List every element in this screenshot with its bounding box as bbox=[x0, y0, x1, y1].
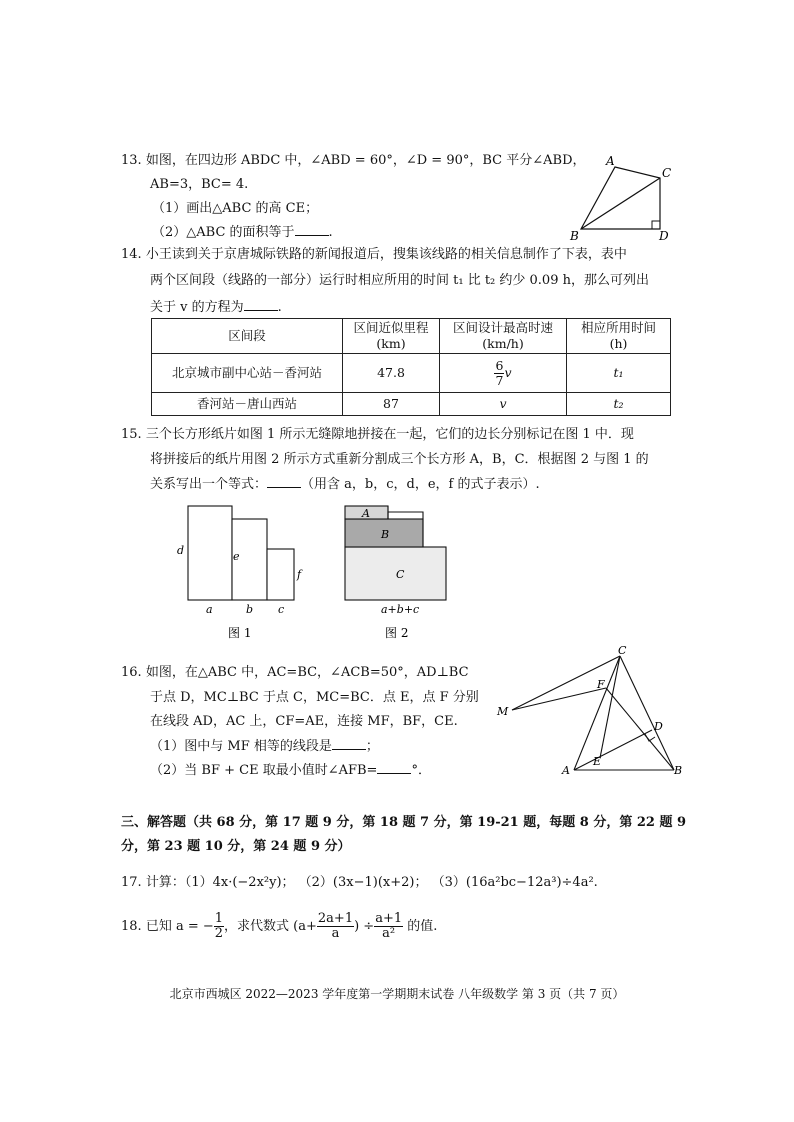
q16-text-1: 如图，在△ABC 中，AC=BC，∠ACB=50°，AD⊥BC bbox=[145, 665, 469, 680]
q18-number: 18. bbox=[121, 919, 142, 934]
label-f: F bbox=[597, 678, 605, 691]
label-d: D bbox=[659, 229, 669, 241]
segment-ce bbox=[600, 656, 620, 758]
rectangle-cf bbox=[267, 549, 294, 600]
q13-figure bbox=[568, 155, 678, 241]
label-c: C bbox=[618, 644, 627, 657]
q15-answer-blank[interactable] bbox=[267, 475, 301, 488]
right-angle-mark bbox=[652, 221, 660, 229]
q18-line bbox=[121, 912, 437, 941]
label-b: b bbox=[246, 603, 254, 616]
label-c: c bbox=[278, 603, 285, 616]
quadrilateral-abdc bbox=[581, 167, 660, 229]
right-angle-mark bbox=[645, 734, 655, 741]
q15-line2: 将拼接后的纸片用图 2 所示方式重新分割成三个长方形 A，B，C．根据图 2 与图 1 的 bbox=[150, 452, 649, 467]
q18-op: ) ÷ bbox=[354, 919, 375, 934]
header-segment: 区间段 bbox=[152, 319, 343, 354]
q13-text-1: 如图，在四边形 ABDC 中，∠ABD = 60°，∠D = 90°，BC 平分∠ABD， bbox=[145, 153, 586, 168]
q14-text-1: 小王读到关于京唐城际铁路的新闻报道后，搜集该线路的相关信息制作了下表，表中 bbox=[145, 247, 627, 262]
q13-part1: （1）画出△ABC 的高 CE； bbox=[152, 201, 319, 216]
label-d: D bbox=[654, 720, 663, 733]
label-A: A bbox=[362, 507, 370, 520]
q16-part1-text: （1）图中与 MF 相等的线段是 bbox=[150, 739, 332, 754]
segment-mf bbox=[512, 688, 606, 710]
cell-time: t₁ bbox=[567, 354, 671, 393]
q16-figure bbox=[494, 644, 684, 780]
q15-figure-1 bbox=[170, 500, 310, 650]
label-C: C bbox=[396, 568, 405, 581]
speed-fraction bbox=[494, 359, 504, 388]
label-B: B bbox=[381, 528, 390, 541]
q18-mid: ，求代数式 (a+ bbox=[224, 919, 317, 934]
q18-pre: 已知 a = − bbox=[145, 919, 214, 934]
label-b: B bbox=[570, 229, 579, 241]
fraction-denominator: a² bbox=[382, 926, 396, 941]
fraction-numerator: 2a+1 bbox=[317, 911, 354, 926]
q18-fraction-2 bbox=[374, 912, 403, 941]
q14-answer-blank[interactable] bbox=[244, 298, 278, 311]
q15-line3-text: 关系写出一个等式： bbox=[150, 477, 268, 492]
q15-figure-2 bbox=[338, 500, 468, 650]
cell-speed: v bbox=[440, 393, 567, 416]
q13-part2 bbox=[152, 223, 333, 242]
segment-cb bbox=[620, 656, 674, 770]
q13-line1 bbox=[121, 152, 586, 170]
cell-time: t₂ bbox=[567, 393, 671, 416]
page-footer: 北京市西城区 2022—2023 学年度第一学期期末试卷 八年级数学 第 3 页（共 7 页） bbox=[169, 987, 625, 1001]
fraction-denominator: 7 bbox=[495, 372, 504, 388]
label-m: M bbox=[497, 705, 509, 718]
label-a: A bbox=[562, 764, 570, 777]
q16-line2: 于点 D，MC⊥BC 于点 C，MC=BC．点 E，点 F 分别 bbox=[150, 690, 479, 705]
q16-answer-blank-1[interactable] bbox=[332, 737, 366, 750]
speed-variable: v bbox=[504, 364, 512, 380]
label-base: a+b+c bbox=[381, 603, 420, 616]
label-b: B bbox=[674, 764, 683, 777]
q13-period: . bbox=[328, 225, 333, 240]
cell-distance: 87 bbox=[343, 393, 440, 416]
fraction-numerator: 1 bbox=[214, 911, 224, 926]
fraction-numerator: 6 bbox=[495, 357, 504, 373]
q16-answer-blank-2[interactable] bbox=[377, 761, 411, 774]
q13-answer-blank[interactable] bbox=[295, 223, 329, 236]
q16-line3: 在线段 AD，AC 上，CF=AE，连接 MF，BF，CE. bbox=[150, 714, 458, 729]
table-row bbox=[152, 354, 671, 393]
q13-number: 13. bbox=[121, 153, 142, 168]
cell-segment: 香河站－唐山西站 bbox=[152, 393, 343, 416]
figure-1-caption: 图 1 bbox=[228, 626, 252, 640]
label-a: A bbox=[606, 155, 615, 168]
q14-number: 14. bbox=[121, 247, 142, 262]
segment-bc bbox=[581, 178, 660, 229]
fraction-numerator: a+1 bbox=[375, 911, 403, 926]
q14-line1 bbox=[121, 246, 627, 264]
header-distance: 区间近似里程 (km) bbox=[343, 319, 440, 354]
label-f: f bbox=[297, 568, 302, 581]
q18-half-fraction bbox=[214, 912, 224, 941]
rectangle-ad bbox=[188, 506, 232, 600]
cell-speed bbox=[440, 354, 567, 393]
q15-line3 bbox=[150, 475, 540, 494]
segment-ad bbox=[574, 730, 652, 770]
q14-line3-text: 关于 v 的方程为 bbox=[150, 300, 244, 315]
table-header-row bbox=[152, 319, 671, 354]
label-e: e bbox=[233, 550, 240, 563]
label-a: a bbox=[206, 603, 213, 616]
q14-line2: 两个区间段（线路的一部分）运行时相应所用的时间 t₁ 比 t₂ 约少 0.09 h，那么可列出 bbox=[150, 273, 649, 288]
q16-line1 bbox=[121, 664, 469, 682]
q16-part2 bbox=[150, 761, 431, 780]
segment-bf bbox=[606, 688, 674, 770]
label-c: C bbox=[662, 166, 672, 180]
q17-text: 计算：（1）4x·(−2x²y)； （2）(3x−1)(x+2)； （3）(16a²bc−12a³)÷4a². bbox=[145, 875, 598, 890]
section-3-heading-line2: 分，第 23 题 10 分，第 24 题 9 分） bbox=[121, 839, 351, 854]
label-d: d bbox=[177, 544, 185, 557]
cell-distance: 47.8 bbox=[343, 354, 440, 393]
q17-number: 17. bbox=[121, 875, 142, 890]
table-row bbox=[152, 393, 671, 416]
q14-line3 bbox=[150, 298, 282, 317]
outline-step bbox=[388, 512, 423, 519]
q16-part1 bbox=[150, 737, 379, 756]
q17-line bbox=[121, 874, 598, 892]
label-e: E bbox=[593, 755, 602, 768]
q16-part1-end: ； bbox=[365, 739, 379, 754]
q16-number: 16. bbox=[121, 665, 142, 680]
figure-2-caption: 图 2 bbox=[385, 626, 409, 640]
q16-part2-text: （2）当 BF + CE 取最小值时∠AFB= bbox=[150, 763, 378, 778]
segment-ca bbox=[574, 656, 620, 770]
q13-line2: AB=3，BC= 4. bbox=[150, 177, 249, 192]
q16-part2-end: °． bbox=[411, 763, 431, 778]
header-time: 相应所用时间 (h) bbox=[567, 319, 671, 354]
q18-post: 的值. bbox=[403, 919, 438, 934]
header-speed: 区间设计最高时速 (km/h) bbox=[440, 319, 567, 354]
q15-line1 bbox=[121, 426, 634, 444]
q14-period: . bbox=[277, 300, 282, 315]
section-3-heading-line1: 三、解答题（共 68 分，第 17 题 9 分，第 18 题 7 分，第 19-21 题，每题 8 分，第 22 题 9 bbox=[121, 815, 687, 830]
q15-number: 15. bbox=[121, 427, 142, 442]
q13-part2-text: （2）△ABC 的面积等于 bbox=[152, 225, 295, 240]
q15-text-1: 三个长方形纸片如图 1 所示无缝隙地拼接在一起，它们的边长分别标记在图 1 中．现 bbox=[145, 427, 634, 442]
fraction-denominator: 2 bbox=[214, 926, 224, 941]
q14-table bbox=[151, 318, 671, 416]
q18-fraction-1 bbox=[317, 912, 354, 941]
q15-line3-rest: （用含 a，b，c，d，e，f 的式子表示）. bbox=[301, 477, 540, 492]
cell-segment: 北京城市副中心站－香河站 bbox=[152, 354, 343, 393]
fraction-denominator: a bbox=[331, 926, 340, 941]
